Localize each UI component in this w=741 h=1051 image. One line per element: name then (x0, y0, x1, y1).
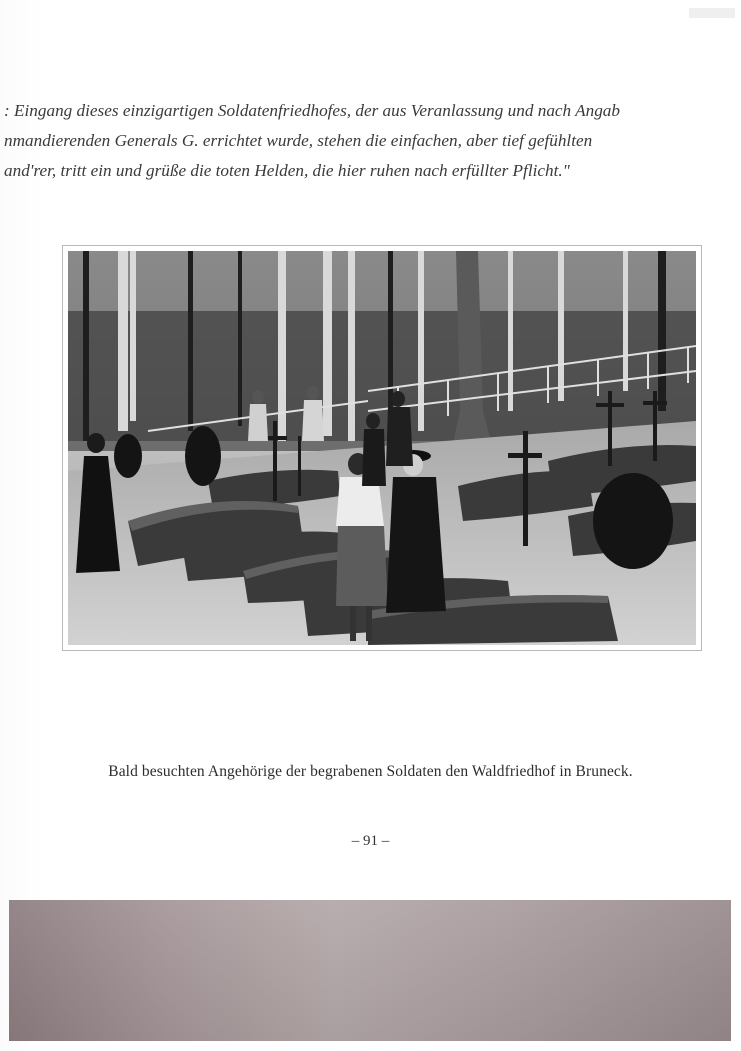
photo-caption: Bald besuchten Angehörige der begrabenen Soldaten den Waldfriedhof in Bruneck. (108, 763, 633, 780)
page-number: – 91 – (351, 833, 390, 849)
scan-edge-mark (689, 8, 735, 18)
cemetery-photograph (68, 251, 696, 645)
quote-line: and'rer, tritt ein und grüße die toten Helden, die hier ruhen nach erfüllter Pflicht." (4, 161, 570, 180)
adjacent-page-edge (9, 900, 731, 1041)
photo-frame (62, 245, 702, 651)
quote-line: nmandierenden Generals G. errichtet wurde, stehen die einfachen, aber tief gefühlten (4, 131, 593, 150)
quote-block (4, 96, 741, 186)
quote-line: : Eingang dieses einzigartigen Soldatenfriedhofes, der aus Veranlassung und nach Angab (4, 101, 620, 120)
